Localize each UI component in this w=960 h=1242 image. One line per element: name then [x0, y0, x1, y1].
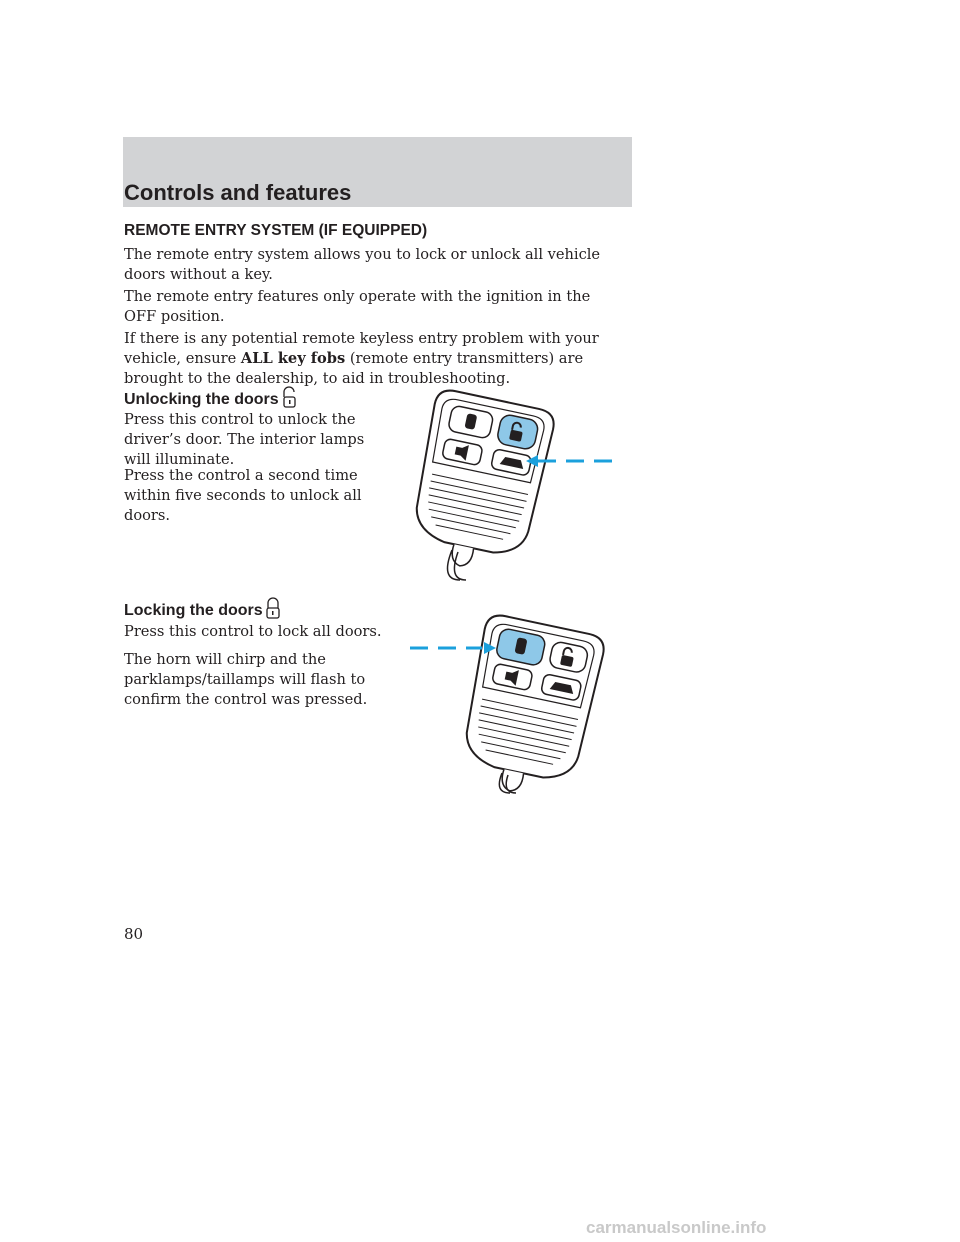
unlock-paragraph-2: Press the control a second time within five seconds to unlock all doors.: [124, 467, 362, 524]
key-fob-unlock-figure: [400, 380, 620, 585]
locking-heading-text: Locking the doors: [124, 602, 263, 619]
locking-heading: [124, 596, 281, 620]
lock-paragraph-2: The horn will chirp and the parklamps/taillamps will flash to confirm the control was pressed.: [124, 651, 368, 708]
unlocking-heading-text: Unlocking the doors: [124, 391, 279, 408]
troubleshooting-text-before: If there is any potential remote keyless entry problem with your vehicle, ensure: [124, 330, 599, 367]
unlock-icon: [281, 385, 299, 409]
lock-paragraph-1: Press this control to lock all doors.: [124, 623, 382, 640]
intro-paragraph: The remote entry system allows you to lock or unlock all vehicle doors without a key.: [124, 246, 601, 283]
unlock-paragraph-1: Press this control to unlock the driver’s door. The interior lamps will illuminate.: [124, 411, 365, 468]
key-fob-lock-figure: [410, 605, 610, 795]
page-number: 80: [124, 925, 144, 943]
watermark: carmanualsonline.info: [586, 1218, 767, 1237]
unlocking-heading: [124, 385, 299, 409]
page-title: Controls and features: [124, 180, 352, 205]
key-fobs-emphasis: ALL key fobs: [240, 350, 346, 367]
section-heading: REMOTE ENTRY SYSTEM (IF EQUIPPED): [124, 222, 428, 239]
troubleshooting-text-after: (remote entry transmitters) are brought to the dealership, to aid in troubleshooting.: [124, 350, 584, 387]
ignition-paragraph: The remote entry features only operate with the ignition in the OFF position.: [124, 288, 591, 325]
lock-icon: [265, 596, 281, 620]
